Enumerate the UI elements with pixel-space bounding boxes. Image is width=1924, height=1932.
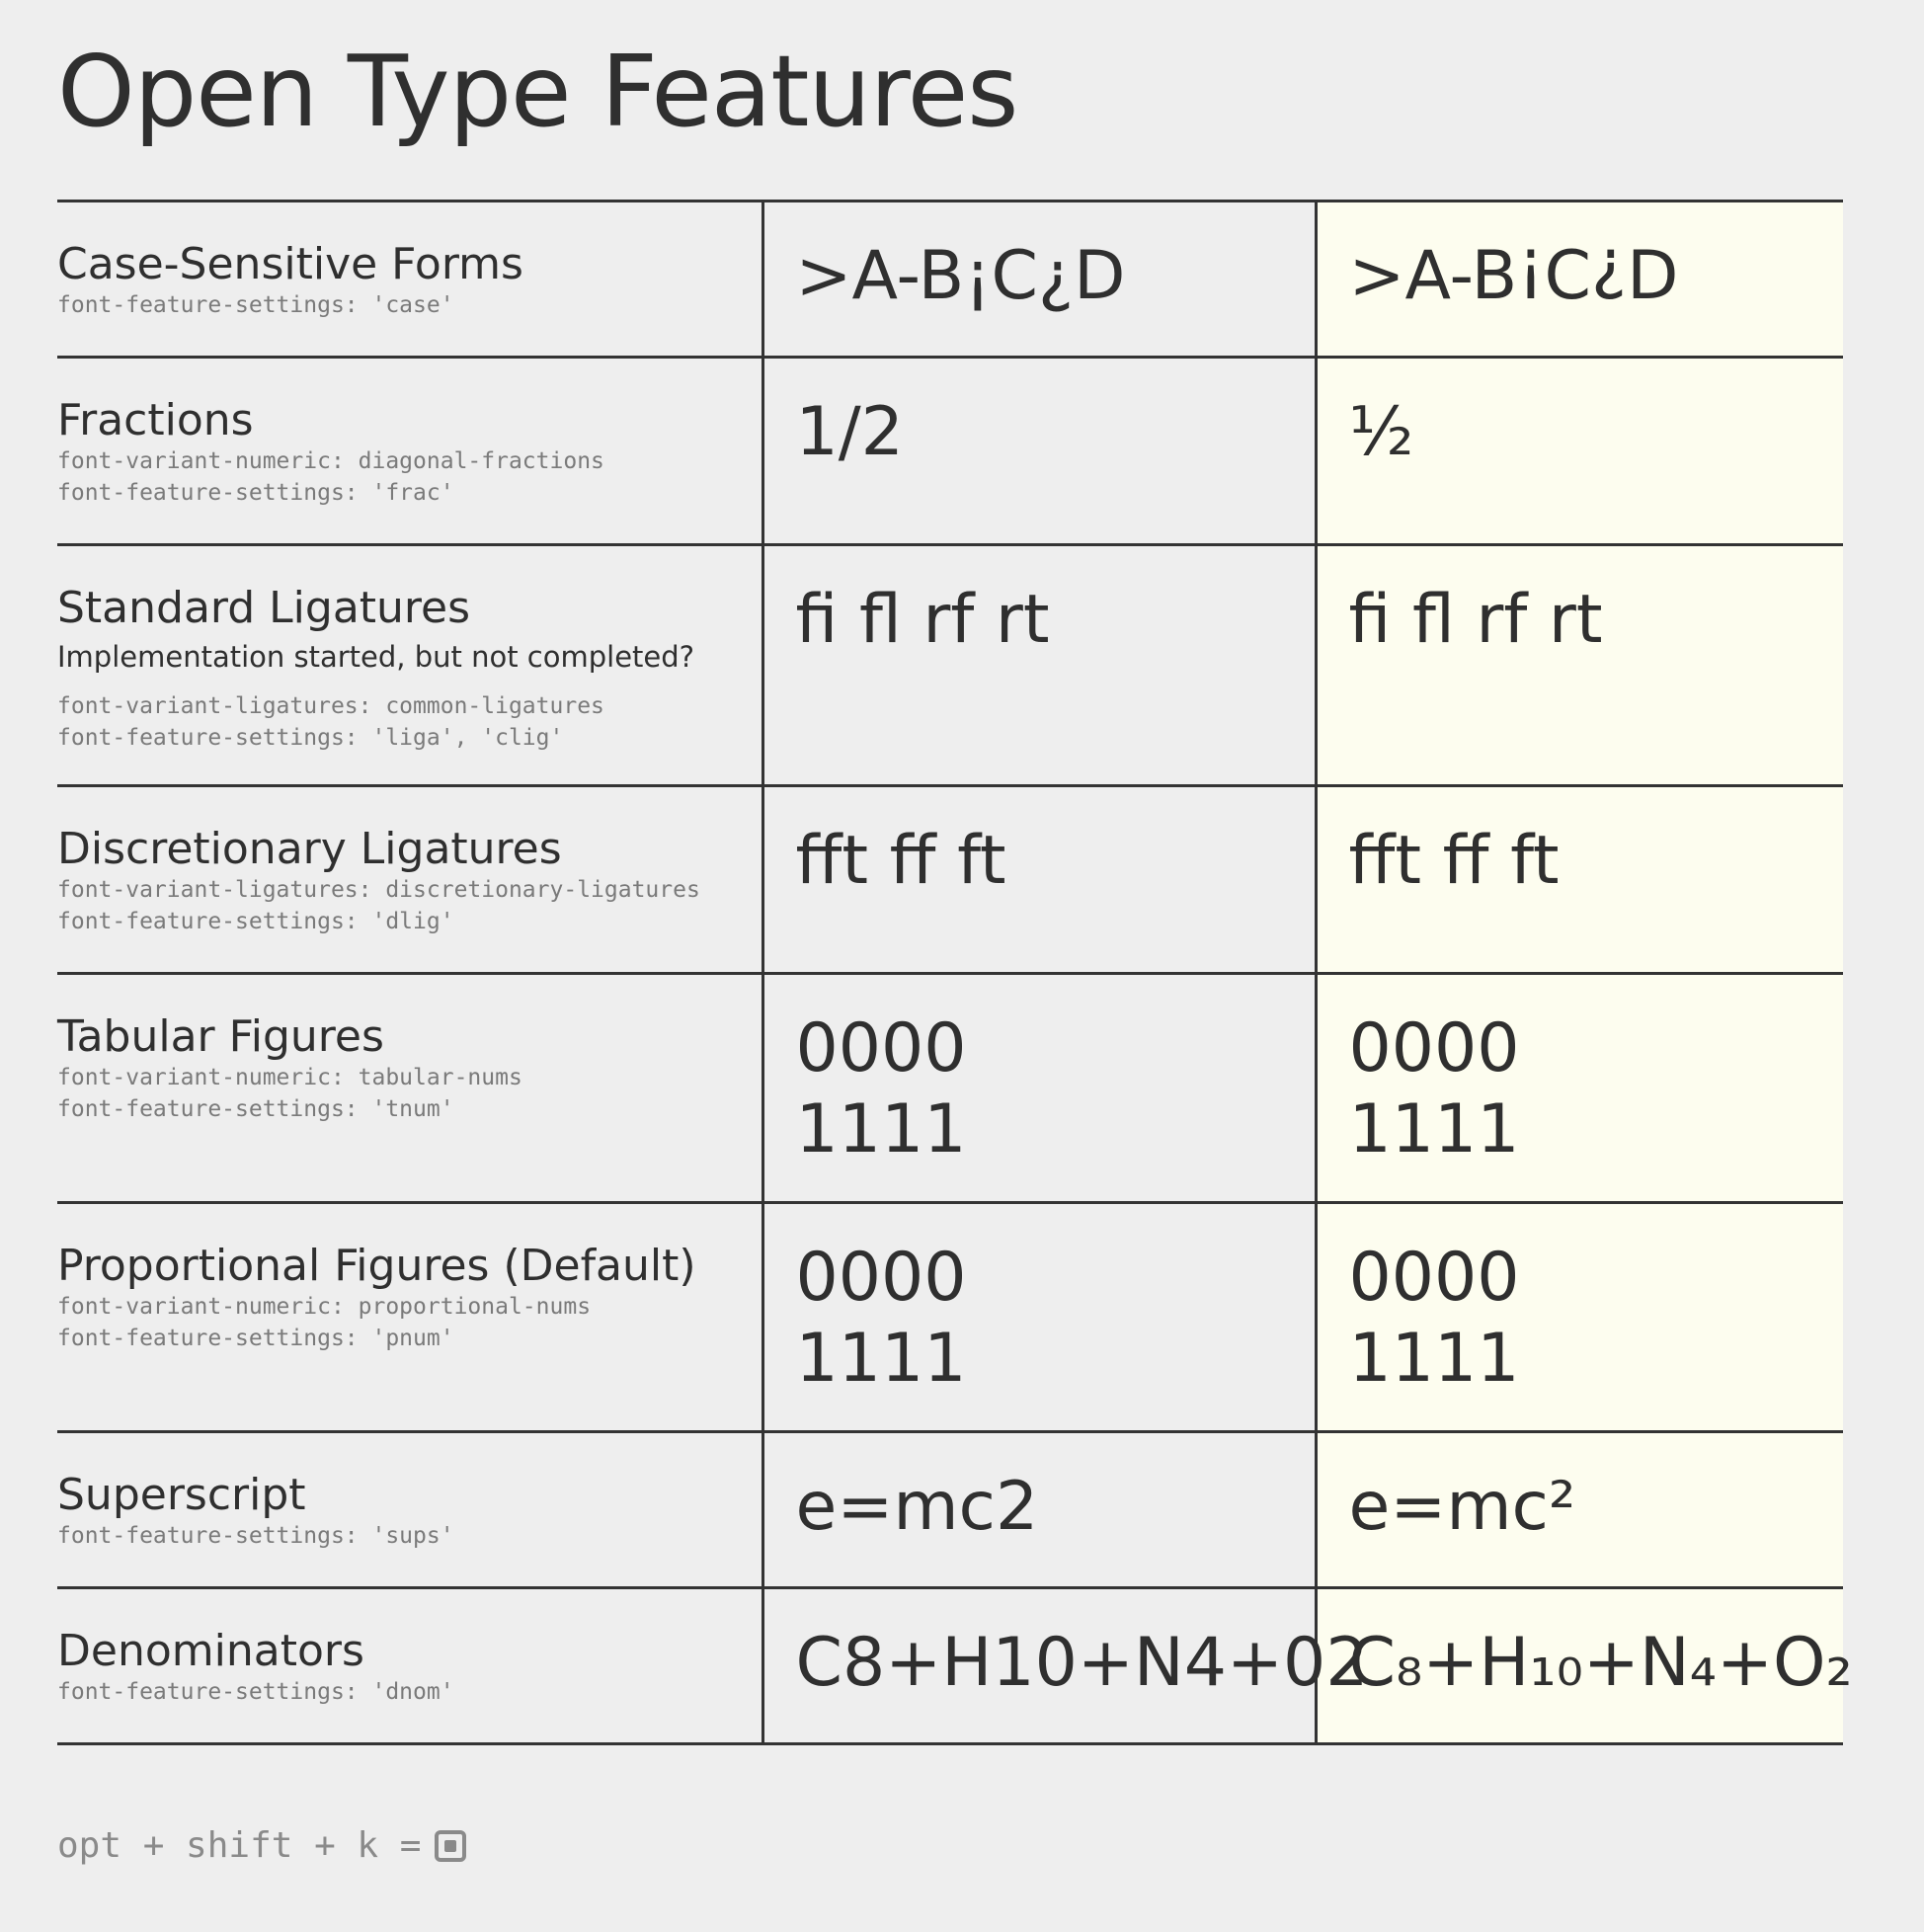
sample-featured: fft ff ft: [1316, 786, 1843, 974]
table-row: [57, 1588, 1843, 1744]
feature-name: Proportional Figures (Default): [57, 1241, 696, 1291]
table-row: [57, 1203, 1843, 1432]
page-title: Open Type Features: [57, 34, 1018, 149]
shortcut-text: opt + shift + k =: [57, 1825, 422, 1866]
feature-label-cell: [57, 545, 762, 786]
apple-logo-icon: [435, 1830, 466, 1862]
feature-label-cell: [57, 1432, 762, 1588]
table-row: [57, 786, 1843, 974]
sample-plain: 0000 1111: [762, 974, 1316, 1203]
feature-code: font-feature-settings: 'case': [57, 292, 454, 318]
footer-shortcut: [57, 1825, 466, 1866]
feature-code: font-feature-settings: 'liga', 'clig': [57, 725, 564, 751]
feature-code: font-feature-settings: 'frac': [57, 480, 454, 506]
sample-featured: e=mc²: [1316, 1432, 1843, 1588]
feature-label-cell: [57, 201, 762, 358]
sample-plain: fft ff ft: [762, 786, 1316, 974]
feature-code: font-variant-numeric: proportional-nums: [57, 1294, 592, 1320]
sample-featured: ½: [1316, 358, 1843, 545]
feature-code: font-feature-settings: 'pnum': [57, 1326, 454, 1351]
sample-featured: fi fl rf rt: [1316, 545, 1843, 786]
sample-featured: 0000 1111: [1316, 1203, 1843, 1432]
sample-featured: C₈+H₁₀+N₄+O₂: [1316, 1588, 1843, 1744]
feature-name: Denominators: [57, 1626, 364, 1676]
sample-featured: >A-B¡C¿D: [1316, 201, 1843, 358]
feature-name: Standard Ligatures: [57, 583, 471, 633]
feature-name: Tabular Figures: [57, 1011, 384, 1062]
feature-label-cell: [57, 786, 762, 974]
feature-name: Discretionary Ligatures: [57, 824, 562, 874]
sample-plain: C8+H10+N4+02: [762, 1588, 1316, 1744]
table-row: [57, 201, 1843, 358]
table-row: [57, 545, 1843, 786]
feature-note: Implementation started, but not completed?: [57, 640, 695, 674]
feature-code: font-variant-numeric: diagonal-fractions: [57, 448, 604, 474]
feature-code: font-feature-settings: 'sups': [57, 1523, 454, 1549]
sample-plain: 1/2: [762, 358, 1316, 545]
table-row: [57, 1432, 1843, 1588]
feature-name: Case-Sensitive Forms: [57, 239, 523, 289]
feature-name: Superscript: [57, 1470, 306, 1520]
sample-plain: >A-B¡C¿D: [762, 201, 1316, 358]
feature-label-cell: [57, 1588, 762, 1744]
feature-code: font-variant-numeric: tabular-nums: [57, 1065, 522, 1090]
feature-code: font-feature-settings: 'tnum': [57, 1096, 454, 1122]
sample-featured: 0000 1111: [1316, 974, 1843, 1203]
page: [57, 0, 1853, 1745]
table-row: [57, 974, 1843, 1203]
sample-plain: e=mc2: [762, 1432, 1316, 1588]
feature-code: font-variant-ligatures: common-ligatures: [57, 693, 604, 719]
sample-plain: 0000 1111: [762, 1203, 1316, 1432]
feature-label-cell: [57, 974, 762, 1203]
feature-code: font-feature-settings: 'dlig': [57, 909, 454, 934]
table-row: [57, 358, 1843, 545]
feature-code: font-feature-settings: 'dnom': [57, 1679, 454, 1705]
feature-name: Fractions: [57, 395, 254, 445]
feature-label-cell: [57, 358, 762, 545]
feature-label-cell: [57, 1203, 762, 1432]
sample-plain: fi fl rf rt: [762, 545, 1316, 786]
feature-code: font-variant-ligatures: discretionary-ligatures: [57, 877, 700, 903]
feature-table: [57, 200, 1853, 1745]
